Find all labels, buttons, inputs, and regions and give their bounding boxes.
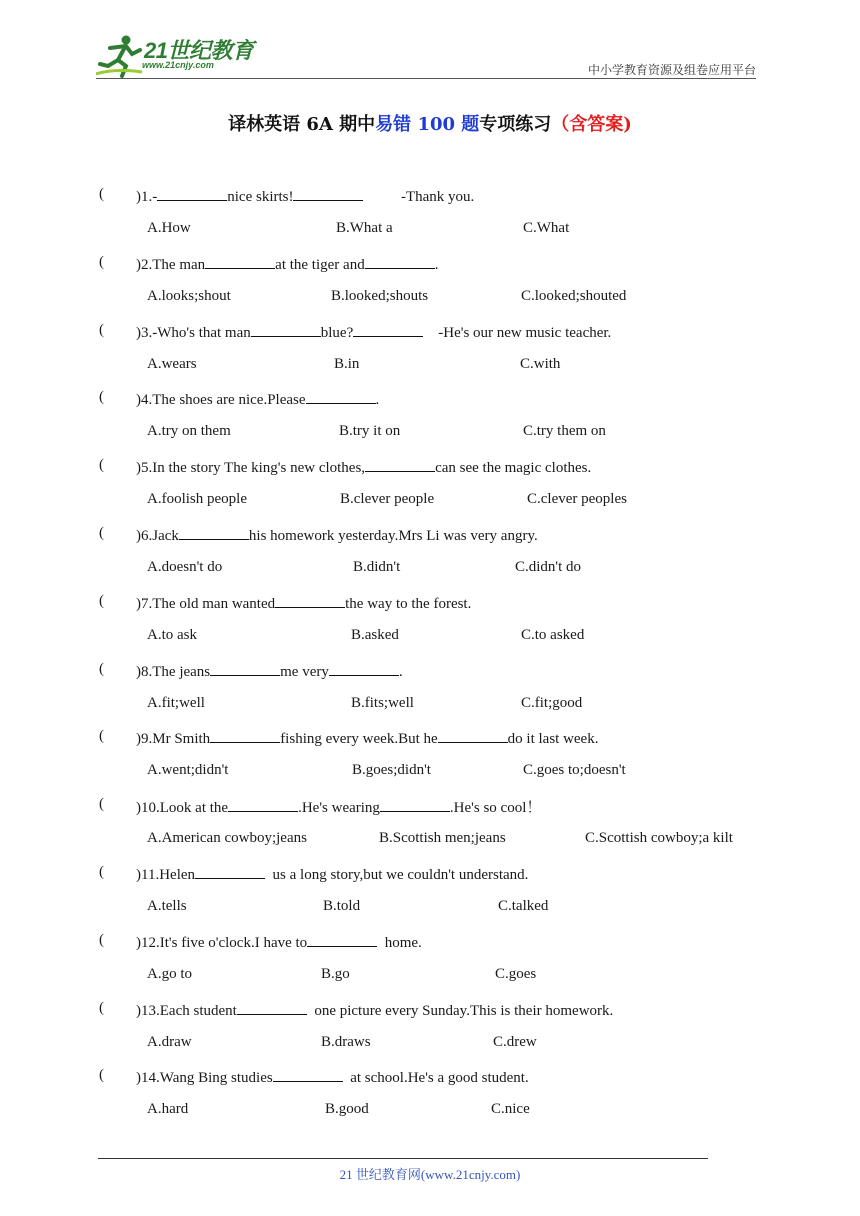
option-c[interactable]: C.fit;good <box>521 694 583 711</box>
fill-blank[interactable] <box>210 661 280 676</box>
option-b[interactable]: B.didn't <box>353 558 401 575</box>
question-segment: home. <box>377 934 422 951</box>
option-a[interactable]: A.hard <box>147 1101 189 1118</box>
question-segment: Look at the <box>159 800 229 817</box>
question-item <box>0 455 860 523</box>
question-text: )7.The old man wanted the way to the forest. <box>136 593 471 613</box>
page-title <box>0 110 860 136</box>
option-b[interactable]: B.asked <box>351 626 399 643</box>
option-b[interactable]: B.clever people <box>340 491 435 508</box>
question-segment: Wang Bing studies <box>159 1070 273 1087</box>
question-item <box>0 1065 860 1133</box>
option-b[interactable]: B.told <box>323 897 361 914</box>
question-item <box>0 862 860 930</box>
question-segment: his homework yesterday.Mrs Li was very angry. <box>248 527 538 544</box>
question-segment: The shoes are nice.Please <box>152 392 306 409</box>
question-segment: In the story The king's new clothes, <box>152 460 366 477</box>
answer-bracket[interactable]: ( <box>99 389 104 406</box>
runner-icon <box>96 34 144 78</box>
footer-text: 21 世纪教育网(www.21cnjy.com) <box>339 1167 521 1182</box>
option-row <box>0 898 860 920</box>
option-a[interactable]: A.wears <box>147 355 197 372</box>
title-part-4: （含答案) <box>551 114 632 135</box>
question-text: )13.Each student one picture every Sunday.This is their homework. <box>136 1000 613 1020</box>
question-number: 11 <box>141 866 156 883</box>
title-part-3: 专项练习 <box>479 114 552 135</box>
question-text: )1.- nice skirts! -Thank you. <box>136 186 474 206</box>
option-b[interactable]: B.fits;well <box>351 694 414 711</box>
option-b[interactable]: B.looked;shouts <box>331 287 429 304</box>
question-text: )3.-Who's that man blue? -He's our new music teacher. <box>136 322 611 342</box>
option-a[interactable]: A.looks;shout <box>147 287 231 304</box>
question-number: 9 <box>141 731 149 748</box>
question-text: )12.It's five o'clock.I have to home. <box>136 932 422 952</box>
answer-bracket[interactable]: ( <box>99 999 104 1016</box>
option-b[interactable]: B.in <box>334 355 360 372</box>
title-part-2: 易错 100 题 <box>375 114 480 135</box>
answer-bracket[interactable]: ( <box>99 1067 104 1084</box>
option-a[interactable]: A.How <box>147 220 191 236</box>
option-row <box>0 695 860 717</box>
question-segment: . <box>398 663 403 680</box>
option-c[interactable]: C.goes to;doesn't <box>523 762 626 779</box>
option-a[interactable]: A.fit;well <box>147 694 205 711</box>
question-segment: -Who's that man <box>152 324 251 341</box>
fill-blank[interactable] <box>205 254 275 269</box>
option-b[interactable]: B.good <box>325 1101 369 1118</box>
fill-blank[interactable] <box>353 322 423 337</box>
option-c[interactable]: C.try them on <box>523 423 606 440</box>
title-part-1: 译林英语 6A 期中 <box>228 114 376 135</box>
answer-bracket[interactable]: ( <box>99 660 104 677</box>
question-number: 5 <box>141 460 149 477</box>
fill-blank[interactable] <box>293 186 363 201</box>
option-a[interactable]: A.foolish people <box>147 491 247 508</box>
logo-url: www.21cnjy.com <box>142 60 214 70</box>
question-text: )14.Wang Bing studies at school.He's a good student. <box>136 1067 529 1087</box>
question-segment: Each student <box>159 1002 237 1019</box>
question-number: 4 <box>141 392 149 409</box>
option-b[interactable]: B.goes;didn't <box>352 762 431 779</box>
question-segment: the way to the forest. <box>345 595 472 612</box>
question-segment: The jeans <box>152 663 211 680</box>
question-segment: us a long story,but we couldn't understand. <box>265 866 529 883</box>
question-number: 10 <box>141 800 156 817</box>
option-c[interactable]: C.with <box>520 355 561 372</box>
answer-bracket[interactable]: ( <box>99 931 104 948</box>
footer-divider <box>98 1158 708 1159</box>
question-segment: nice skirts! <box>227 189 294 205</box>
fill-blank[interactable] <box>179 525 249 540</box>
question-segment: - <box>152 189 158 205</box>
question-item <box>0 320 860 388</box>
answer-bracket[interactable]: ( <box>99 863 104 880</box>
fill-blank[interactable] <box>195 864 265 879</box>
question-number: 8 <box>141 663 149 680</box>
question-item <box>0 184 860 252</box>
option-b[interactable]: B.Scottish men;jeans <box>379 830 506 847</box>
option-row <box>0 423 860 445</box>
question-number: 13 <box>141 1002 156 1019</box>
fill-blank[interactable] <box>438 728 508 743</box>
page-header <box>0 0 860 80</box>
option-c[interactable]: C.drew <box>493 1033 537 1050</box>
option-c[interactable]: C.clever peoples <box>527 491 627 508</box>
answer-bracket[interactable]: ( <box>99 321 104 338</box>
fill-blank[interactable] <box>273 1067 343 1082</box>
question-item <box>0 726 860 794</box>
option-c[interactable]: C.What <box>523 220 570 236</box>
question-text: )6.Jack his homework yesterday.Mrs Li was very angry. <box>136 525 538 545</box>
question-number: 7 <box>141 595 149 612</box>
option-a[interactable]: A.draw <box>147 1033 192 1050</box>
fill-blank[interactable] <box>228 797 298 812</box>
option-a[interactable]: A.try on them <box>147 423 231 440</box>
question-segment: .He's so cool！ <box>449 800 542 817</box>
answer-bracket[interactable]: ( <box>99 457 104 474</box>
option-c[interactable]: C.goes <box>495 965 537 982</box>
question-number: 6 <box>141 527 149 544</box>
fill-blank[interactable] <box>306 389 376 404</box>
option-c[interactable]: C.Scottish cowboy;a kilt <box>585 830 733 847</box>
question-number: 14 <box>141 1070 156 1087</box>
option-a[interactable]: A.went;didn't <box>147 762 229 779</box>
option-b[interactable]: B.draws <box>321 1033 371 1050</box>
question-segment: at the tiger and <box>275 256 365 273</box>
question-item <box>0 252 860 320</box>
option-c[interactable]: C.nice <box>491 1101 530 1118</box>
fill-blank[interactable] <box>365 457 435 472</box>
question-segment: -He's our new music teacher. <box>423 324 612 341</box>
question-number: 2 <box>141 256 149 273</box>
option-a[interactable]: A.to ask <box>147 626 197 643</box>
question-item <box>0 659 860 727</box>
fill-blank[interactable] <box>157 186 227 201</box>
option-row <box>0 559 860 581</box>
question-text: )8.The jeans me very . <box>136 661 403 681</box>
option-row <box>0 830 860 852</box>
header-divider <box>96 78 756 79</box>
question-number: 1 <box>141 189 149 205</box>
fill-blank[interactable] <box>329 661 399 676</box>
question-segment: . <box>434 256 439 273</box>
fill-blank[interactable] <box>210 728 280 743</box>
question-segment: fishing every week.But he <box>280 731 438 748</box>
option-a[interactable]: A.go to <box>147 965 192 982</box>
answer-bracket[interactable]: ( <box>99 592 104 609</box>
fill-blank[interactable] <box>275 593 345 608</box>
fill-blank[interactable] <box>251 322 321 337</box>
site-logo[interactable] <box>96 34 266 78</box>
question-item <box>0 523 860 591</box>
option-a[interactable]: A.tells <box>147 897 187 914</box>
question-item <box>0 998 860 1066</box>
answer-bracket[interactable]: ( <box>99 796 104 813</box>
question-segment: me very <box>280 663 329 680</box>
option-b[interactable]: B.What a <box>336 220 393 236</box>
fill-blank[interactable] <box>307 932 377 947</box>
option-a[interactable]: A.American cowboy;jeans <box>147 830 307 847</box>
option-row <box>0 966 860 988</box>
question-text: )4.The shoes are nice.Please . <box>136 389 379 409</box>
fill-blank[interactable] <box>365 254 435 269</box>
question-segment: .He's wearing <box>298 800 380 817</box>
fill-blank[interactable] <box>380 797 450 812</box>
option-row <box>0 491 860 513</box>
answer-bracket[interactable]: ( <box>99 524 104 541</box>
option-c[interactable]: C.looked;shouted <box>521 287 627 304</box>
question-item <box>0 930 860 998</box>
question-segment: -Thank you. <box>363 189 475 205</box>
option-c[interactable]: C.to asked <box>521 626 585 643</box>
option-row <box>0 220 860 242</box>
question-list <box>0 184 860 1133</box>
question-number: 3 <box>141 324 149 341</box>
option-row <box>0 627 860 649</box>
logo-text: 21世纪教育 <box>144 38 254 63</box>
answer-bracket[interactable]: ( <box>99 186 104 202</box>
header-platform-text: 中小学教育资源及组卷应用平台 <box>587 63 756 77</box>
answer-bracket[interactable]: ( <box>99 728 104 745</box>
question-number: 12 <box>141 934 156 951</box>
question-segment: one picture every Sunday.This is their homework. <box>306 1002 614 1019</box>
answer-bracket[interactable]: ( <box>99 253 104 270</box>
question-segment: do it last week. <box>507 731 599 748</box>
option-c[interactable]: C.talked <box>498 897 549 914</box>
option-row <box>0 356 860 378</box>
question-text: )11.Helen us a long story,but we couldn't understand. <box>136 864 528 884</box>
option-b[interactable]: B.go <box>321 965 350 982</box>
question-text: )10.Look at the .He's wearing .He's so cool！ <box>136 796 541 817</box>
question-segment: Jack <box>152 527 179 544</box>
question-segment: . <box>375 392 380 409</box>
question-item <box>0 387 860 455</box>
question-segment: Mr Smith <box>152 731 211 748</box>
question-segment: The man <box>152 256 206 273</box>
question-segment: can see the magic clothes. <box>435 460 592 477</box>
option-a[interactable]: A.doesn't do <box>147 558 223 575</box>
option-row <box>0 288 860 310</box>
option-row <box>0 762 860 784</box>
question-item <box>0 591 860 659</box>
question-segment: It's five o'clock.I have to <box>159 934 308 951</box>
question-item <box>0 794 860 862</box>
option-row <box>0 1034 860 1056</box>
option-b[interactable]: B.try it on <box>339 423 401 440</box>
question-segment: Helen <box>159 866 196 883</box>
question-text: )9.Mr Smith fishing every week.But he do it last week. <box>136 728 598 748</box>
question-segment: blue? <box>320 324 354 341</box>
question-segment: at school.He's a good student. <box>342 1070 529 1087</box>
option-c[interactable]: C.didn't do <box>515 558 582 575</box>
option-row <box>0 1101 860 1123</box>
question-text: )5.In the story The king's new clothes, can see the magic clothes. <box>136 457 591 477</box>
fill-blank[interactable] <box>237 1000 307 1015</box>
question-segment: The old man wanted <box>152 595 276 612</box>
question-text: )2.The man at the tiger and . <box>136 254 438 274</box>
